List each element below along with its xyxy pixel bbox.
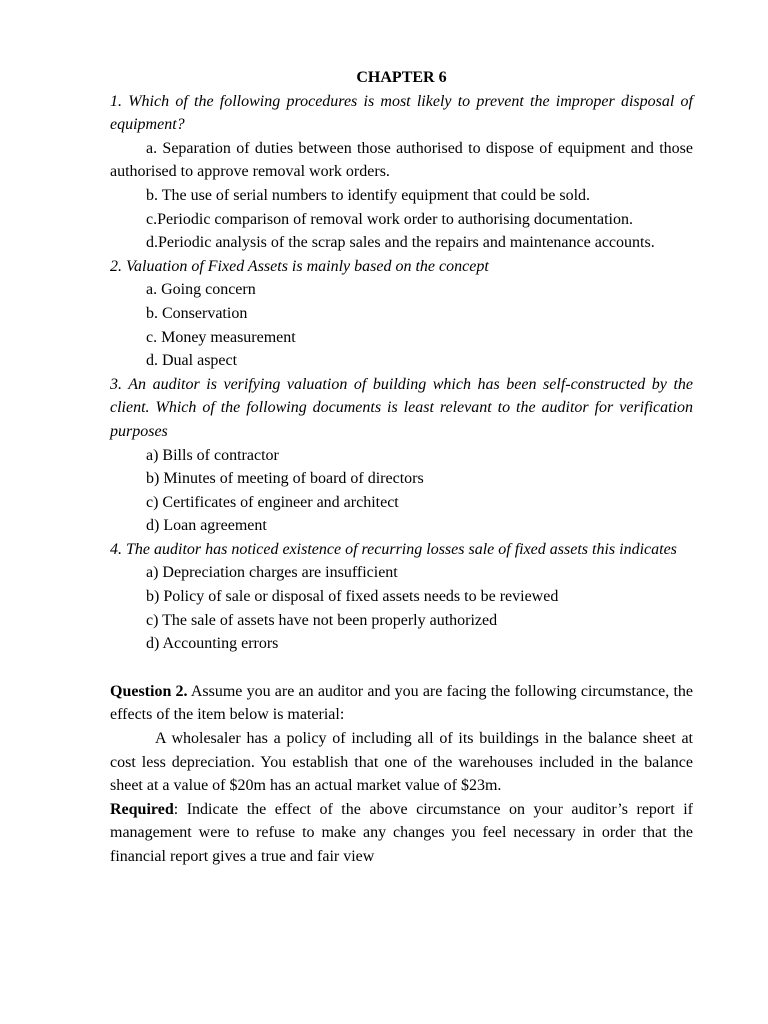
case-question-intro-text: Assume you are an auditor and you are facing the following circumstance, the effects of the item below is material: [110,682,694,724]
question-3-option-a: a) Bills of contractor [146,446,279,464]
question-1-option-c: c.Periodic comparison of removal work order to authorising documentation. [146,210,633,228]
question-3-text: 3. An auditor is verifying valuation of building which has been self-constructed by the client. Which of the following documents is least relevant to the auditor for verification purposes [110,375,693,440]
question-4-option-a: a) Depreciation charges are insufficient [146,564,398,582]
question-2-text: 2. Valuation of Fixed Assets is mainly based on the concept [110,257,489,275]
question-3-option-b: b) Minutes of meeting of board of directors [146,470,424,488]
case-scenario: A wholesaler has a policy of including all of its buildings in the balance sheet at cost less depreciation. You establish that one of the warehouses included in the balance sheet at a value of $20m has an actual market value of $23m. [110,730,693,795]
section-spacer [110,656,693,680]
question-1-text: 1. Which of the following procedures is most likely to prevent the improper disposal of equipment? [110,92,693,134]
case-question-intro [110,680,693,727]
question-4-option-b: b) Policy of sale or disposal of fixed assets needs to be reviewed [146,588,559,606]
required-text: : Indicate the effect of the above circumstance on your auditor’s report if management were to refuse to make any changes you feel necessary in order that the financial report gives a true and fair view [110,800,693,865]
chapter-title: CHAPTER 6 [356,69,447,86]
case-required [110,798,693,869]
question-1-option-a: a. Separation of duties between those authorised to dispose of equipment and those authorised to approve removal work orders. [110,139,693,181]
question-4-text: 4. The auditor has noticed existence of recurring losses sale of fixed assets this indicates [110,540,677,558]
question-2-option-a: a. Going concern [146,281,256,299]
question-4-option-d: d) Accounting errors [146,635,279,653]
question-1-option-b: b. The use of serial numbers to identify equipment that could be sold. [146,186,591,204]
question-2-option-b: b. Conservation [146,304,248,322]
question-3-option-d: d) Loan agreement [146,517,267,535]
question-4-option-c: c) The sale of assets have not been properly authorized [146,611,498,629]
question-2-option-d: d. Dual aspect [146,352,238,370]
question-2-option-c: c. Money measurement [146,328,296,346]
document-content [110,66,693,869]
case-question-label: Question 2. [110,682,188,700]
question-1-option-d: d.Periodic analysis of the scrap sales and the repairs and maintenance accounts. [146,234,655,252]
question-3-option-c: c) Certificates of engineer and architect [146,493,399,511]
required-label: Required [110,800,174,818]
